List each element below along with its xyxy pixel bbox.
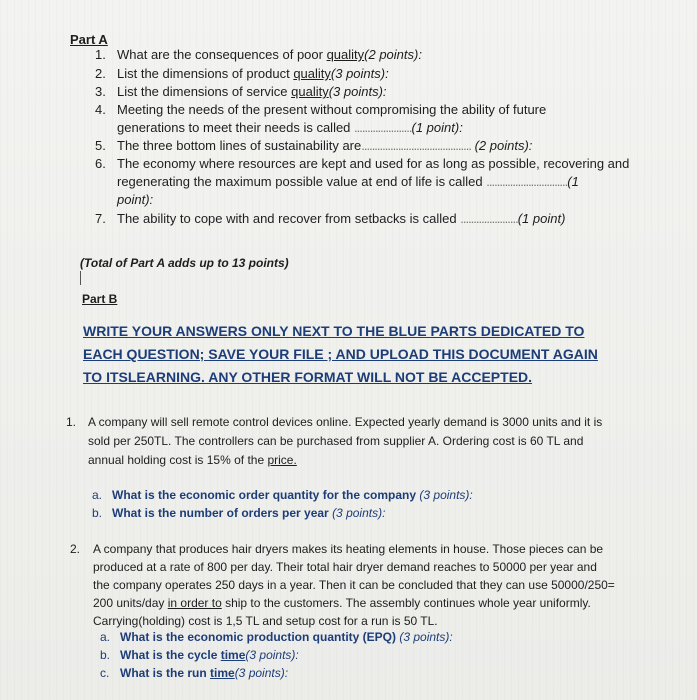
- part-b-question-2-number: 2.: [70, 542, 81, 556]
- instructions-line-2: EACH QUESTION; SAVE YOUR FILE ; AND UPLOAD THIS DOCUMENT AGAIN: [83, 346, 598, 362]
- run-time-link[interactable]: time: [210, 666, 235, 680]
- part-a-question-3: 3. List the dimensions of service quality(3 points):: [95, 84, 387, 99]
- part-a-heading: Part A: [70, 32, 108, 47]
- instructions-line-3: TO ITSLEARNING. ANY OTHER FORMAT WILL NOT BE ACCEPTED.: [83, 369, 533, 385]
- part-b-question-2-line-3: the company operates 250 days in a year. Then it can be concluded that they can use 50000/250=: [93, 578, 615, 592]
- in-order-to-link[interactable]: in order to: [167, 596, 222, 610]
- part-b-question-2-line-4: 200 units/day in order to ship to the customers. The assembly continues whole year uniformly.: [93, 596, 591, 610]
- cycle-time-link[interactable]: time: [220, 648, 246, 662]
- part-b-heading: Part B: [82, 292, 118, 306]
- part-b-question-1a[interactable]: a. What is the economic order quantity for the company (3 points):: [92, 488, 473, 502]
- part-a-question-1: 1. What are the consequences of poor quality(2 points):: [95, 47, 422, 62]
- part-a-question-7: 7. The ability to cope with and recover from setbacks is called ......................(1 point): [95, 211, 566, 226]
- answer-blank[interactable]: ..........................................: [361, 138, 471, 153]
- part-b-question-1-line-3: annual holding cost is 15% of the price.: [88, 453, 297, 467]
- part-a-question-4-line-2: generations to meet their needs is called ......................(1 point):: [117, 120, 463, 135]
- part-b-question-1b[interactable]: b. What is the number of orders per year (3 points):: [92, 506, 386, 520]
- answer-blank[interactable]: ......................: [354, 120, 412, 135]
- part-a-question-6-line-2: regenerating the maximum possible value at end of life is called ...............................(1: [117, 174, 579, 189]
- part-b-question-2-line-2: produced at a rate of 800 per day. Their total hair dryer demand reaches to 50000 per year and: [93, 560, 597, 574]
- answer-blank[interactable]: ...............................: [486, 174, 568, 189]
- part-a-question-2: 2. List the dimensions of product quality(3 points):: [95, 66, 389, 81]
- question-3-link[interactable]: quality: [291, 84, 329, 99]
- part-b-question-2-line-5: Carrying(holding) cost is 1,5 TL and setup cost for a run is 50 TL.: [93, 614, 438, 628]
- part-a-total: (Total of Part A adds up to 13 points): [80, 256, 289, 270]
- part-a-question-4: 4. Meeting the needs of the present without compromising the ability of future: [95, 102, 547, 117]
- part-b-question-2b[interactable]: b. What is the cycle time(3 points):: [100, 648, 299, 662]
- part-a-question-5: 5. The three bottom lines of sustainability are.......................................... (2 points):: [95, 138, 533, 153]
- text-cursor: [80, 271, 81, 285]
- part-b-question-2-line-1: A company that produces hair dryers makes its heating elements in house. Those pieces can be: [93, 542, 604, 556]
- answer-blank[interactable]: ......................: [460, 211, 518, 226]
- part-a-question-6-points: point):: [117, 192, 154, 207]
- instructions-line-1: WRITE YOUR ANSWERS ONLY NEXT TO THE BLUE PARTS DEDICATED TO: [83, 323, 585, 339]
- part-a-question-6: 6. The economy where resources are kept and used for as long as possible, recovering and: [95, 156, 630, 171]
- price-link[interactable]: price.: [267, 453, 297, 467]
- question-2-link[interactable]: quality: [293, 66, 331, 81]
- part-b-question-2c[interactable]: c. What is the run time(3 points):: [100, 666, 289, 680]
- part-b-question-2a[interactable]: a. What is the economic production quantity (EPQ) (3 points):: [100, 630, 453, 644]
- question-1-link[interactable]: quality: [326, 47, 365, 62]
- part-b-question-1-number: 1.: [66, 415, 77, 429]
- part-b-question-1-line-2: sold per 250TL. The controllers can be purchased from supplier A. Ordering cost is 60 TL and: [88, 434, 584, 448]
- part-b-question-1-line-1: A company will sell remote control devices online. Expected yearly demand is 3000 units and it is: [88, 415, 603, 429]
